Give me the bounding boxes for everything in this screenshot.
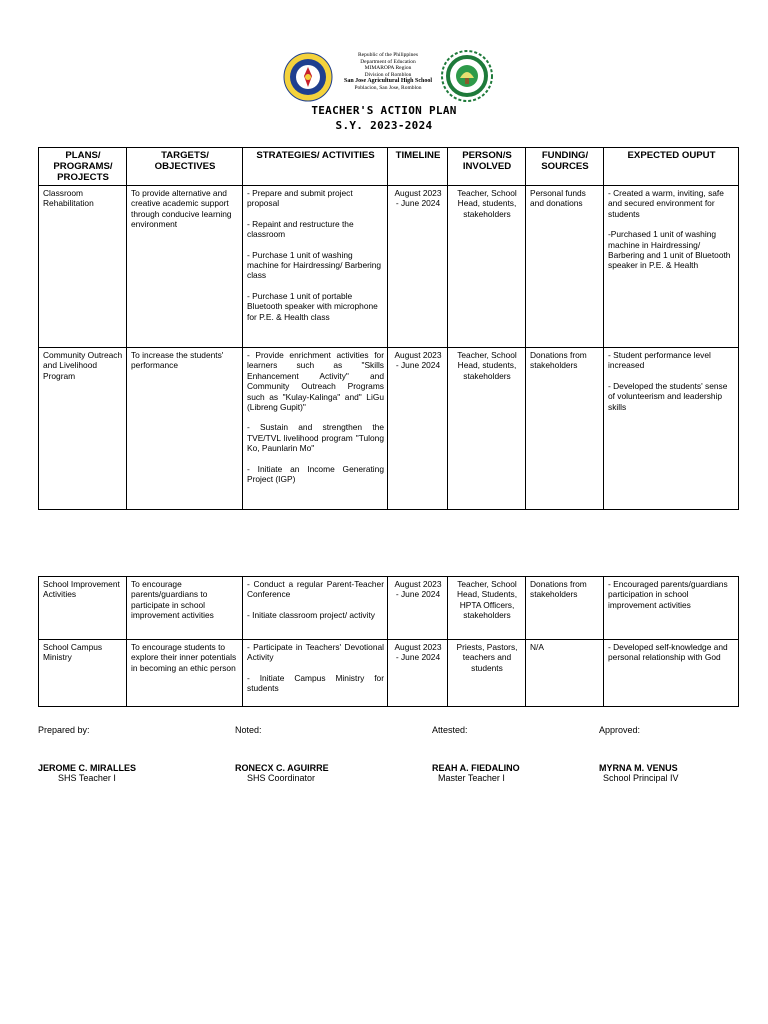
plan-cell: Community Outreach and Livelihood Program — [39, 348, 127, 510]
strategy-item: - Participate in Teachers' Devotional Activity — [247, 642, 384, 663]
signatory-noted — [235, 725, 329, 783]
header-targets: TARGETS/ OBJECTIVES — [127, 148, 243, 186]
signatory-position: School Principal IV — [603, 773, 679, 783]
plan-cell: School Campus Ministry — [39, 640, 127, 707]
signatory-name: REAH A. FIEDALINO — [432, 763, 520, 773]
persons-cell: Teacher, School Head, Students, HPTA Officers, stakeholders — [448, 577, 526, 640]
table-row — [39, 577, 739, 640]
strategies-cell — [243, 348, 388, 510]
output-item: - Encouraged parents/guardians participation in school improvement activities — [608, 579, 728, 610]
timeline-cell: August 2023 - June 2024 — [388, 186, 448, 348]
school-name: San Jose Agricultural High School — [343, 78, 432, 85]
signatory-name: JEROME C. MIRALLES — [38, 763, 137, 773]
signatory-approved — [599, 725, 679, 783]
table-row — [39, 348, 739, 510]
signatory-attested — [432, 725, 520, 783]
timeline-cell: August 2023 - June 2024 — [388, 640, 448, 707]
header-timeline: TIMELINE — [388, 148, 448, 186]
objective-cell: To encourage students to explore their inner potentials in becoming an ethic person — [127, 640, 243, 707]
document-title: TEACHER'S ACTION PLAN — [311, 104, 457, 117]
output-item: - Developed self-knowledge and personal relationship with God — [608, 642, 728, 663]
strategy-item: - Provide enrichment activities for learners such as "Skills Enhancement Activity" and Community Outreach Programs such as "Kulay-Kalinga" and" LiGu (Libreng Gupit)" — [247, 350, 384, 413]
header-plans: PLANS/ PROGRAMS/ PROJECTS — [39, 148, 127, 186]
signature-block — [38, 725, 738, 795]
letterhead-line: Division of Romblon — [364, 71, 412, 78]
signatory-role: Approved: — [599, 725, 641, 735]
school-year: S.Y. 2023-2024 — [335, 119, 433, 132]
letterhead — [0, 50, 768, 102]
school-seal-logo — [440, 50, 494, 102]
strategy-item: - Purchase 1 unit of washing machine for Hairdressing/ Barbering class — [247, 249, 382, 281]
action-plan-table-continued — [38, 576, 739, 707]
letterhead-text — [330, 52, 446, 92]
signatory-name: RONECX C. AGUIRRE — [235, 763, 329, 773]
signatory-role: Attested: — [432, 725, 468, 735]
output-cell — [604, 577, 739, 640]
header-strategies: STRATEGIES/ ACTIVITIES — [243, 148, 388, 186]
strategy-item: - Initiate an Income Generating Project (IGP) — [247, 463, 384, 485]
plan-cell: Classroom Rehabilitation — [39, 186, 127, 348]
timeline-cell: August 2023 - June 2024 — [388, 348, 448, 510]
signatory-position: SHS Teacher I — [58, 773, 116, 783]
table-row — [39, 186, 739, 348]
signatory-prepared — [38, 725, 136, 783]
signatory-role: Noted: — [235, 725, 262, 735]
letterhead-line: Republic of the Philippines — [357, 52, 419, 58]
signatory-position: SHS Coordinator — [247, 773, 316, 783]
table-header-row — [39, 148, 739, 186]
output-cell — [604, 348, 739, 510]
objective-cell: To encourage parents/guardians to participate in school improvement activities — [127, 577, 243, 640]
deped-seal-logo — [283, 52, 333, 102]
funding-cell: Donations from stakeholders — [526, 348, 604, 510]
persons-cell: Teacher, School Head, students, stakeholders — [448, 186, 526, 348]
letterhead-line: Department of Education — [360, 58, 416, 65]
strategy-item: - Purchase 1 unit of portable Bluetooth speaker with microphone for P.E. & Health class — [247, 290, 378, 322]
strategy-item: - Conduct a regular Parent-Teacher Conference — [247, 579, 384, 600]
output-cell — [604, 186, 739, 348]
strategy-item: - Initiate Campus Ministry for students — [247, 672, 384, 694]
output-item: - Developed the students' sense of volunteerism and leadership skills — [608, 380, 728, 412]
output-item: - Student performance level increased — [608, 350, 711, 371]
plan-cell: School Improvement Activities — [39, 577, 127, 640]
strategy-item: - Initiate classroom project/ activity — [247, 609, 375, 620]
table-row — [39, 640, 739, 707]
signatory-role: Prepared by: — [38, 725, 90, 735]
header-expected-output: EXPECTED OUPUT — [604, 148, 739, 186]
persons-cell: Teacher, School Head, students, stakeholders — [448, 348, 526, 510]
signatory-position: Master Teacher I — [438, 773, 505, 783]
persons-cell: Priests, Pastors, teachers and students — [448, 640, 526, 707]
strategies-cell — [243, 186, 388, 348]
objective-cell: To increase the students' performance — [127, 348, 243, 510]
objective-cell: To provide alternative and creative academic support through conducive learning environment — [127, 186, 243, 348]
strategy-item: - Prepare and submit project proposal — [247, 188, 353, 209]
header-funding: FUNDING/ SOURCES — [526, 148, 604, 186]
action-plan-table — [38, 147, 739, 510]
strategies-cell — [243, 577, 388, 640]
strategies-cell — [243, 640, 388, 707]
signatory-name: MYRNA M. VENUS — [599, 763, 678, 773]
output-item: -Purchased 1 unit of washing machine in Hairdressing/ Barbering and 1 unit of Bluetooth speaker in P.E. & Health — [608, 229, 731, 271]
strategy-item: - Repaint and restructure the classroom — [247, 218, 354, 240]
output-item: - Created a warm, inviting, safe and secured environment for students — [608, 188, 724, 219]
funding-cell: Personal funds and donations — [526, 186, 604, 348]
funding-cell: Donations from stakeholders — [526, 577, 604, 640]
strategy-item: - Sustain and strengthen the TVE/TVL livelihood program "Tulong Ko, Paunlarin Mo" — [247, 422, 384, 454]
funding-cell: N/A — [526, 640, 604, 707]
school-address: Poblacion, San Jose, Romblon — [354, 84, 422, 91]
timeline-cell: August 2023 - June 2024 — [388, 577, 448, 640]
header-persons: PERSON/S INVOLVED — [448, 148, 526, 186]
output-cell — [604, 640, 739, 707]
letterhead-line: MIMAROPA Region — [364, 65, 412, 72]
